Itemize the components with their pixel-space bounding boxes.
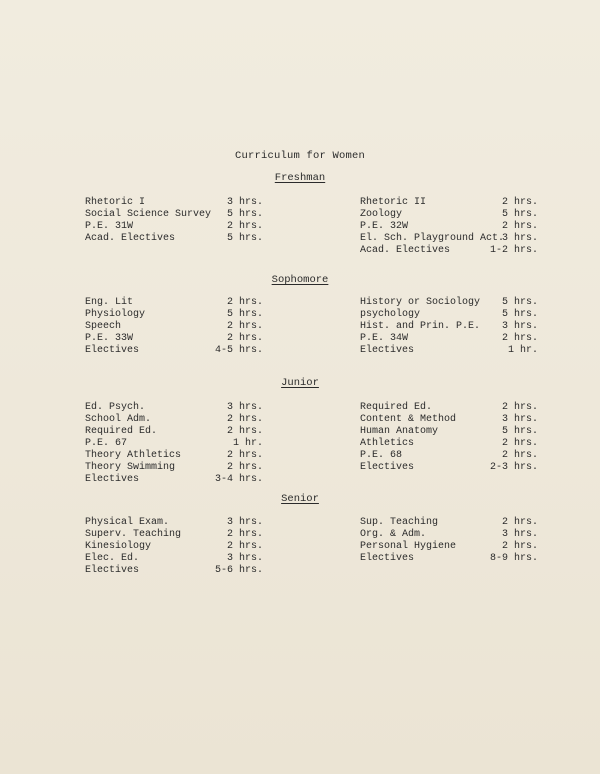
freshman-right-column [360, 197, 538, 257]
course-hours: 3 hrs. [226, 553, 263, 564]
course-name: Ed. Psych. [85, 402, 146, 413]
course-name: Physiology [85, 309, 146, 320]
course-name: Electives [85, 474, 140, 485]
course-name: Superv. Teaching [85, 529, 182, 540]
section-title: Senior [281, 493, 319, 505]
course-row [85, 450, 263, 462]
course-hours: 3 hrs. [501, 414, 538, 425]
course-name: El. Sch. Playground Act. [360, 233, 505, 244]
section-title: Sophomore [271, 274, 329, 286]
course-hours: 2 hrs. [226, 462, 263, 473]
course-row [360, 321, 538, 333]
course-row [360, 297, 538, 309]
junior-right-column [360, 402, 538, 474]
course-name: Zoology [360, 209, 403, 220]
course-row [360, 426, 538, 438]
freshman-left-column [85, 197, 263, 245]
course-hours: 2 hrs. [501, 197, 538, 208]
course-name: Physical Exam. [85, 517, 170, 528]
course-row [85, 414, 263, 426]
course-row [85, 221, 263, 233]
course-row [360, 345, 538, 357]
course-name: Electives [85, 345, 140, 356]
sophomore-right-column [360, 297, 538, 357]
course-hours: 2 hrs. [226, 321, 263, 332]
course-row [85, 565, 263, 577]
sophomore-left-column [85, 297, 263, 357]
course-hours: 2 hrs. [226, 414, 263, 425]
course-hours: 5-6 hrs. [214, 565, 263, 576]
course-hours: 5 hrs. [226, 209, 263, 220]
course-hours: 5 hrs. [501, 297, 538, 308]
course-name: Electives [360, 462, 415, 473]
section-heading-sophomore [0, 274, 600, 286]
course-name: Athletics [360, 438, 415, 449]
course-row [360, 309, 538, 321]
course-hours: 2 hrs. [501, 333, 538, 344]
course-hours: 1 hr. [232, 438, 263, 449]
course-name: Theory Athletics [85, 450, 182, 461]
course-name: Kinesiology [85, 541, 152, 552]
course-hours: 5 hrs. [501, 309, 538, 320]
course-row [360, 553, 538, 565]
course-row [85, 333, 263, 345]
document-title: Curriculum for Women [234, 150, 366, 162]
course-hours: 2 hrs. [226, 450, 263, 461]
course-name: Acad. Electives [360, 245, 451, 256]
course-hours: 2 hrs. [226, 541, 263, 552]
course-hours: 3 hrs. [501, 321, 538, 332]
course-name: P.E. 31W [85, 221, 134, 232]
course-name: Rhetoric I [85, 197, 146, 208]
course-name: Sup. Teaching [360, 517, 439, 528]
course-row [85, 197, 263, 209]
course-name: P.E. 68 [360, 450, 403, 461]
course-name: Personal Hygiene [360, 541, 457, 552]
course-name: Acad. Electives [85, 233, 176, 244]
course-name: Required Ed. [85, 426, 158, 437]
course-name: Human Anatomy [360, 426, 439, 437]
course-hours: 5 hrs. [501, 426, 538, 437]
course-name: P.E. 34W [360, 333, 409, 344]
junior-left-column [85, 402, 263, 486]
course-hours: 3-4 hrs. [214, 474, 263, 485]
section-title: Junior [281, 377, 319, 389]
course-row [85, 517, 263, 529]
course-row [85, 426, 263, 438]
course-name: Electives [85, 565, 140, 576]
course-hours: 3 hrs. [501, 529, 538, 540]
course-name: P.E. 33W [85, 333, 134, 344]
section-heading-senior [0, 493, 600, 505]
course-row [85, 474, 263, 486]
course-row [85, 529, 263, 541]
course-row [360, 529, 538, 541]
course-hours: 2-3 hrs. [489, 462, 538, 473]
course-name: psychology [360, 309, 421, 320]
course-hours: 2 hrs. [226, 297, 263, 308]
course-name: Required Ed. [360, 402, 433, 413]
course-row [85, 321, 263, 333]
course-hours: 5 hrs. [226, 233, 263, 244]
course-hours: 2 hrs. [226, 221, 263, 232]
course-hours: 8-9 hrs. [489, 553, 538, 564]
course-row [85, 438, 263, 450]
course-row [85, 233, 263, 245]
course-row [360, 221, 538, 233]
section-heading-junior [0, 377, 600, 389]
course-hours: 2 hrs. [226, 333, 263, 344]
course-row [360, 438, 538, 450]
course-row [360, 209, 538, 221]
course-row [360, 541, 538, 553]
course-hours: 1 hr. [507, 345, 538, 356]
course-row [85, 209, 263, 221]
course-row [85, 345, 263, 357]
course-row [85, 553, 263, 565]
course-row [85, 541, 263, 553]
course-hours: 2 hrs. [501, 450, 538, 461]
section-heading-freshman [0, 172, 600, 184]
course-name: Org. & Adm. [360, 529, 427, 540]
course-row [85, 297, 263, 309]
course-hours: 2 hrs. [501, 541, 538, 552]
course-row [360, 450, 538, 462]
course-row [360, 414, 538, 426]
course-hours: 3 hrs. [226, 197, 263, 208]
course-hours: 2 hrs. [501, 438, 538, 449]
course-name: Elec. Ed. [85, 553, 140, 564]
course-name: Speech [85, 321, 122, 332]
course-hours: 5 hrs. [226, 309, 263, 320]
course-hours: 3 hrs. [226, 517, 263, 528]
course-row [360, 517, 538, 529]
course-hours: 3 hrs. [226, 402, 263, 413]
course-row [360, 462, 538, 474]
course-row [360, 402, 538, 414]
senior-right-column [360, 517, 538, 565]
course-hours: 3 hrs. [501, 233, 538, 244]
course-row [360, 333, 538, 345]
course-name: Electives [360, 345, 415, 356]
senior-left-column [85, 517, 263, 577]
course-hours: 2 hrs. [501, 402, 538, 413]
course-hours: 4-5 hrs. [214, 345, 263, 356]
course-name: Theory Swimming [85, 462, 176, 473]
course-name: Hist. and Prin. P.E. [360, 321, 481, 332]
course-hours: 1-2 hrs. [489, 245, 538, 256]
course-name: P.E. 67 [85, 438, 128, 449]
course-hours: 2 hrs. [501, 517, 538, 528]
course-name: History or Sociology [360, 297, 481, 308]
course-name: Content & Method [360, 414, 457, 425]
course-row [360, 197, 538, 209]
course-hours: 2 hrs. [501, 221, 538, 232]
course-hours: 5 hrs. [501, 209, 538, 220]
course-row [360, 233, 538, 245]
course-hours: 2 hrs. [226, 426, 263, 437]
course-row [85, 402, 263, 414]
course-hours: 2 hrs. [226, 529, 263, 540]
course-row [85, 462, 263, 474]
course-name: P.E. 32W [360, 221, 409, 232]
course-name: School Adm. [85, 414, 152, 425]
section-title: Freshman [274, 172, 326, 184]
course-name: Rhetoric II [360, 197, 427, 208]
course-name: Eng. Lit [85, 297, 134, 308]
course-name: Electives [360, 553, 415, 564]
course-row [85, 309, 263, 321]
course-row [360, 245, 538, 257]
course-name: Social Science Survey [85, 209, 212, 220]
